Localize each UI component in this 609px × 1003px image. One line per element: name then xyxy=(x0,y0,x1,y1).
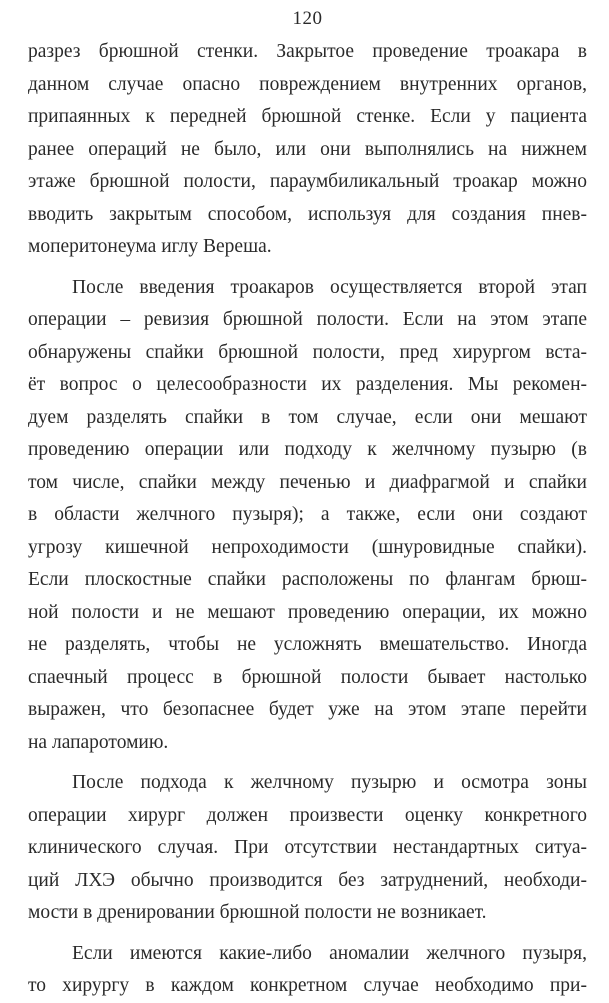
paragraph xyxy=(28,36,587,264)
paragraph-gap xyxy=(28,264,587,272)
paragraph xyxy=(28,272,587,760)
text-line: то хирургу в каждом конкретном случае необходимо при- xyxy=(28,975,587,996)
body-text xyxy=(28,36,587,1003)
paragraph-gap xyxy=(28,930,587,938)
text-line: Если плоскостные спайки расположены по флангам брюш- xyxy=(28,569,587,590)
page-number: 120 xyxy=(292,8,323,29)
text-line: ёт вопрос о целесообразности их разделения. Мы рекомен- xyxy=(28,374,587,395)
text-line: дуем разделять спайки в том случае, если они мешают xyxy=(28,406,587,428)
text-line: угрозу кишечной непроходимости (шнуровидные спайки). xyxy=(28,536,587,558)
text-line: ной полости и не мешают проведению операции, их можно xyxy=(28,601,587,623)
text-line: в области желчного пузыря); а также, если они создают xyxy=(28,504,587,525)
text-line: выражен, что безопаснее будет уже на этом этапе перейти xyxy=(28,699,587,720)
text-line: ций ЛХЭ обычно производится без затруднений, необходи- xyxy=(28,869,587,891)
text-line: операции – ревизия брюшной полости. Если на этом этапе xyxy=(28,309,587,330)
text-line: моперитонеума иглу Вереша. xyxy=(28,236,272,257)
text-line: После подхода к желчному пузырю и осмотра зоны xyxy=(72,772,587,793)
text-line: припаянных к передней брюшной стенке. Если у пациента xyxy=(28,106,587,127)
text-line: спаечный процесс в брюшной полости бывает настолько xyxy=(28,666,587,688)
text-line: не разделять, чтобы не усложнять вмешательство. Иногда xyxy=(28,634,587,655)
text-line: том числе, спайки между печенью и диафрагмой и спайки xyxy=(28,471,587,493)
text-line: операции хирург должен произвести оценку конкретного xyxy=(28,804,587,826)
text-line: клинического случая. При отсутствии нестандартных ситуа- xyxy=(28,837,587,858)
text-line: вводить закрытым способом, используя для создания пнев- xyxy=(28,203,587,225)
text-line: обнаружены спайки брюшной полости, пред хирургом вста- xyxy=(28,341,587,363)
text-line: ранее операций не было, или они выполнялись на нижнем xyxy=(28,138,587,160)
paragraph xyxy=(28,938,587,1003)
paragraph-gap xyxy=(28,759,587,767)
text-line: данном случае опасно повреждением внутренних органов, xyxy=(28,73,587,95)
paragraph xyxy=(28,767,587,930)
text-line: мости в дренировании брюшной полости не возникает. xyxy=(28,902,487,923)
text-line: на лапаротомию. xyxy=(28,731,169,753)
text-line: разрез брюшной стенки. Закрытое проведение троакара в xyxy=(28,41,587,62)
text-line: После введения троакаров осуществляется второй этап xyxy=(72,276,587,298)
text-line: этаже брюшной полости, параумбиликальный троакар можно xyxy=(28,171,587,192)
text-line: проведению операции или подходу к желчному пузырю (в xyxy=(28,439,587,460)
text-line: Если имеются какие-либо аномалии желчного пузыря, xyxy=(72,942,587,964)
